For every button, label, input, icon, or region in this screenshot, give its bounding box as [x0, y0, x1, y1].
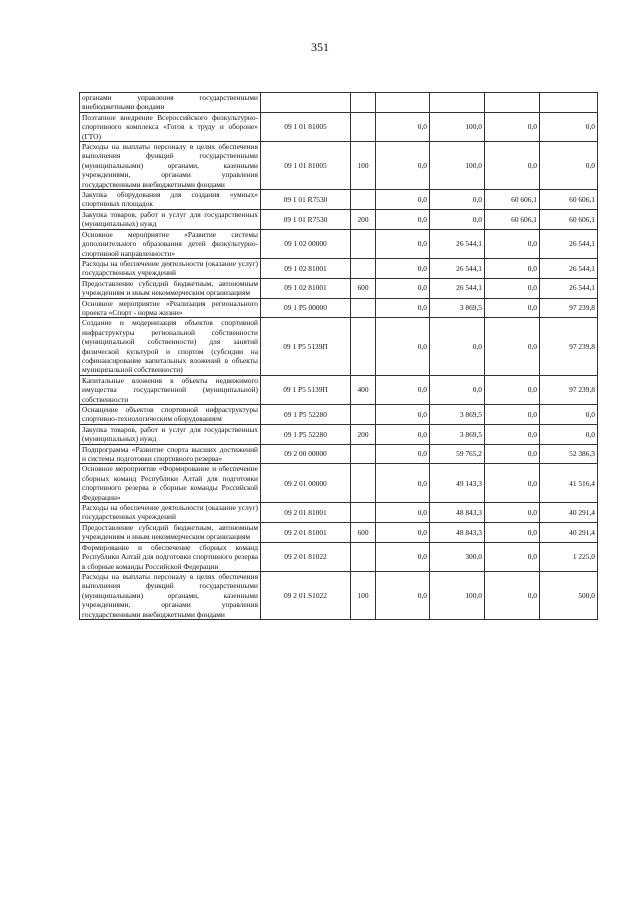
row-code-cell: 09 1 02 81001: [261, 258, 351, 278]
row-expense-type-cell: [351, 503, 376, 523]
row-value-4-cell: 26 544,1: [540, 258, 598, 278]
row-value-3-cell: 0,0: [485, 278, 540, 298]
row-value-4-cell: 0,0: [540, 112, 598, 141]
table-row: [80, 444, 598, 464]
row-name-cell: Предоставление субсидий бюджетным, автономным учреждениям и иным некоммерческим организациям: [80, 522, 261, 542]
row-value-4-cell: [540, 93, 598, 113]
row-expense-type-cell: [351, 229, 376, 258]
table-row: [80, 298, 598, 318]
row-value-2-cell: 59 765,2: [430, 444, 485, 464]
row-value-1-cell: 0,0: [376, 142, 430, 190]
row-value-2-cell: 0,0: [430, 209, 485, 229]
row-code-cell: 09 1 02 00000: [261, 229, 351, 258]
row-code-cell: 09 1 01 81005: [261, 112, 351, 141]
row-name-cell: Закупка оборудования для создания «умных» спортивных площадок: [80, 190, 261, 210]
row-code-cell: 09 1 01 81005: [261, 142, 351, 190]
table-row: [80, 142, 598, 190]
row-name-cell: Создание и модернизация объектов спортивной инфраструктуры региональной собственности (муниципальной собственности) для занятий физической культурой и спортом (субсидии на софинансирование капитальных вложений в объекты муниципальной собственности): [80, 318, 261, 375]
row-code-cell: 09 1 02 81001: [261, 278, 351, 298]
row-value-2-cell: 26 544,1: [430, 278, 485, 298]
row-value-1-cell: 0,0: [376, 444, 430, 464]
row-value-1-cell: 0,0: [376, 229, 430, 258]
row-name-cell: Расходы на выплаты персоналу в целях обеспечения выполнения функций государственными (муниципальными) органами, казенными учреждениями, органами управления государственными внебюджетными фондами: [80, 571, 261, 619]
row-name-cell: Основное мероприятие «Развитие системы дополнительного образования детей физкультурно-спортивной направленности»: [80, 229, 261, 258]
row-value-1-cell: 0,0: [376, 522, 430, 542]
table-row: [80, 571, 598, 619]
table-row: [80, 278, 598, 298]
row-value-2-cell: [430, 93, 485, 113]
row-value-1-cell: 0,0: [376, 503, 430, 523]
row-value-2-cell: 3 869,5: [430, 424, 485, 444]
row-expense-type-cell: [351, 258, 376, 278]
row-value-3-cell: 0,0: [485, 444, 540, 464]
table-row: [80, 318, 598, 375]
row-name-cell: Закупка товаров, работ и услуг для государственных (муниципальных) нужд: [80, 424, 261, 444]
row-value-1-cell: 0,0: [376, 318, 430, 375]
row-name-cell: Формирование и обеспечение сборных команд Республики Алтай для подготовки спортивного резерва в сборные команды Российской Федерации: [80, 542, 261, 571]
row-value-4-cell: 500,0: [540, 571, 598, 619]
row-name-cell: Поэтапное внедрение Всероссийского физкультурно-спортивного комплекса «Готов к труду и обороне» (ГТО): [80, 112, 261, 141]
table-row: [80, 522, 598, 542]
row-name-cell: Расходы на обеспечение деятельности (оказание услуг) государственных учреждений: [80, 503, 261, 523]
row-value-1-cell: 0,0: [376, 258, 430, 278]
row-value-3-cell: 0,0: [485, 503, 540, 523]
table-row: [80, 258, 598, 278]
row-value-2-cell: 48 843,3: [430, 503, 485, 523]
row-value-3-cell: 0,0: [485, 375, 540, 404]
table-row: [80, 190, 598, 210]
row-value-3-cell: 0,0: [485, 405, 540, 425]
row-value-1-cell: 0,0: [376, 209, 430, 229]
row-value-1-cell: 0,0: [376, 464, 430, 503]
row-value-4-cell: 40 291,4: [540, 503, 598, 523]
row-name-cell: Основное мероприятие «Реализация регионального проекта «Спорт - норма жизни»: [80, 298, 261, 318]
row-value-1-cell: 0,0: [376, 190, 430, 210]
row-value-1-cell: 0,0: [376, 375, 430, 404]
table-row: [80, 93, 598, 113]
row-value-3-cell: 60 606,1: [485, 209, 540, 229]
row-value-1-cell: 0,0: [376, 424, 430, 444]
row-name-cell: Закупка товаров, работ и услуг для государственных (муниципальных) нужд: [80, 209, 261, 229]
row-value-4-cell: 0,0: [540, 142, 598, 190]
table-row: [80, 424, 598, 444]
row-code-cell: 09 1 P5 52280: [261, 424, 351, 444]
row-value-4-cell: 0,0: [540, 424, 598, 444]
table-row: [80, 503, 598, 523]
row-value-4-cell: 97 239,8: [540, 375, 598, 404]
row-code-cell: 09 2 01 81001: [261, 522, 351, 542]
row-name-cell: Оснащение объектов спортивной инфраструктуры спортивно-технологическим оборудованием: [80, 405, 261, 425]
row-value-2-cell: 0,0: [430, 318, 485, 375]
row-value-2-cell: 26 544,1: [430, 229, 485, 258]
budget-table: [79, 92, 598, 620]
table-row: [80, 375, 598, 404]
row-expense-type-cell: [351, 318, 376, 375]
row-value-1-cell: 0,0: [376, 542, 430, 571]
row-value-3-cell: 0,0: [485, 571, 540, 619]
row-value-1-cell: [376, 93, 430, 113]
row-value-1-cell: 0,0: [376, 112, 430, 141]
row-value-1-cell: 0,0: [376, 278, 430, 298]
table-row: [80, 542, 598, 571]
row-name-cell: Предоставление субсидий бюджетным, автономным учреждениям и иным некоммерческим организациям: [80, 278, 261, 298]
table-row: [80, 209, 598, 229]
row-value-3-cell: 0,0: [485, 464, 540, 503]
row-value-2-cell: 0,0: [430, 190, 485, 210]
row-name-cell: органами управления государственными внебюджетными фондами: [80, 93, 261, 113]
row-code-cell: 09 1 P5 5139П: [261, 318, 351, 375]
row-expense-type-cell: [351, 444, 376, 464]
table-row: [80, 405, 598, 425]
row-expense-type-cell: [351, 112, 376, 141]
row-value-2-cell: 300,0: [430, 542, 485, 571]
row-expense-type-cell: [351, 464, 376, 503]
row-expense-type-cell: 600: [351, 278, 376, 298]
row-code-cell: [261, 93, 351, 113]
row-code-cell: 09 1 P5 52280: [261, 405, 351, 425]
row-value-3-cell: 0,0: [485, 229, 540, 258]
row-expense-type-cell: [351, 190, 376, 210]
row-value-4-cell: 26 544,1: [540, 229, 598, 258]
row-expense-type-cell: 100: [351, 142, 376, 190]
row-value-4-cell: 26 544,1: [540, 278, 598, 298]
row-value-3-cell: 0,0: [485, 112, 540, 141]
page-number: 351: [311, 40, 329, 54]
row-value-2-cell: 100,0: [430, 571, 485, 619]
row-value-3-cell: [485, 93, 540, 113]
row-name-cell: Подпрограмма «Развитие спорта высших достижений и системы подготовки спортивного резерва»: [80, 444, 261, 464]
row-value-2-cell: 0,0: [430, 375, 485, 404]
row-code-cell: 09 1 01 R7530: [261, 209, 351, 229]
row-expense-type-cell: 100: [351, 571, 376, 619]
row-code-cell: 09 1 P5 5139П: [261, 375, 351, 404]
row-value-1-cell: 0,0: [376, 405, 430, 425]
table-row: [80, 229, 598, 258]
row-value-3-cell: 0,0: [485, 298, 540, 318]
row-code-cell: 09 1 01 R7530: [261, 190, 351, 210]
row-expense-type-cell: 600: [351, 522, 376, 542]
row-code-cell: 09 2 01 S1022: [261, 571, 351, 619]
row-value-3-cell: 0,0: [485, 142, 540, 190]
row-value-2-cell: 3 869,5: [430, 405, 485, 425]
row-value-1-cell: 0,0: [376, 571, 430, 619]
row-value-4-cell: 41 516,4: [540, 464, 598, 503]
row-value-4-cell: 1 225,0: [540, 542, 598, 571]
row-value-4-cell: 0,0: [540, 405, 598, 425]
row-value-4-cell: 52 386,3: [540, 444, 598, 464]
row-name-cell: Основное мероприятие «Формирование и обеспечение сборных команд Республики Алтай для подготовки спортивного резерва в сборные команды Российской Федерации»: [80, 464, 261, 503]
row-code-cell: 09 1 P5 00000: [261, 298, 351, 318]
row-expense-type-cell: 200: [351, 209, 376, 229]
row-code-cell: 09 2 01 81022: [261, 542, 351, 571]
row-value-3-cell: 0,0: [485, 542, 540, 571]
table-row: [80, 464, 598, 503]
table-row: [80, 112, 598, 141]
row-name-cell: Капитальные вложения в объекты недвижимого имущества государственной (муниципальной) собственности: [80, 375, 261, 404]
row-code-cell: 09 2 01 00000: [261, 464, 351, 503]
row-value-1-cell: 0,0: [376, 298, 430, 318]
row-name-cell: Расходы на обеспечение деятельности (оказание услуг) государственных учреждений: [80, 258, 261, 278]
row-value-3-cell: 0,0: [485, 258, 540, 278]
row-value-2-cell: 26 544,1: [430, 258, 485, 278]
row-code-cell: 09 2 00 00000: [261, 444, 351, 464]
row-expense-type-cell: [351, 405, 376, 425]
row-value-2-cell: 100,0: [430, 112, 485, 141]
row-value-4-cell: 97 239,8: [540, 318, 598, 375]
row-value-3-cell: 0,0: [485, 424, 540, 444]
row-expense-type-cell: [351, 542, 376, 571]
row-value-3-cell: 60 606,1: [485, 190, 540, 210]
row-expense-type-cell: 200: [351, 424, 376, 444]
row-expense-type-cell: 400: [351, 375, 376, 404]
row-code-cell: 09 2 01 81001: [261, 503, 351, 523]
row-value-2-cell: 3 869,5: [430, 298, 485, 318]
row-name-cell: Расходы на выплаты персоналу в целях обеспечения выполнения функций государственными (муниципальными) органами, казенными учреждениями, органами управления государственными внебюджетными фондами: [80, 142, 261, 190]
row-expense-type-cell: [351, 93, 376, 113]
row-value-2-cell: 48 843,3: [430, 522, 485, 542]
row-value-4-cell: 60 606,1: [540, 209, 598, 229]
row-value-2-cell: 49 143,3: [430, 464, 485, 503]
row-value-3-cell: 0,0: [485, 522, 540, 542]
table-body: [80, 93, 598, 620]
row-value-4-cell: 40 291,4: [540, 522, 598, 542]
row-value-4-cell: 60 606,1: [540, 190, 598, 210]
row-value-4-cell: 97 239,8: [540, 298, 598, 318]
row-value-3-cell: 0,0: [485, 318, 540, 375]
row-value-2-cell: 100,0: [430, 142, 485, 190]
row-expense-type-cell: [351, 298, 376, 318]
